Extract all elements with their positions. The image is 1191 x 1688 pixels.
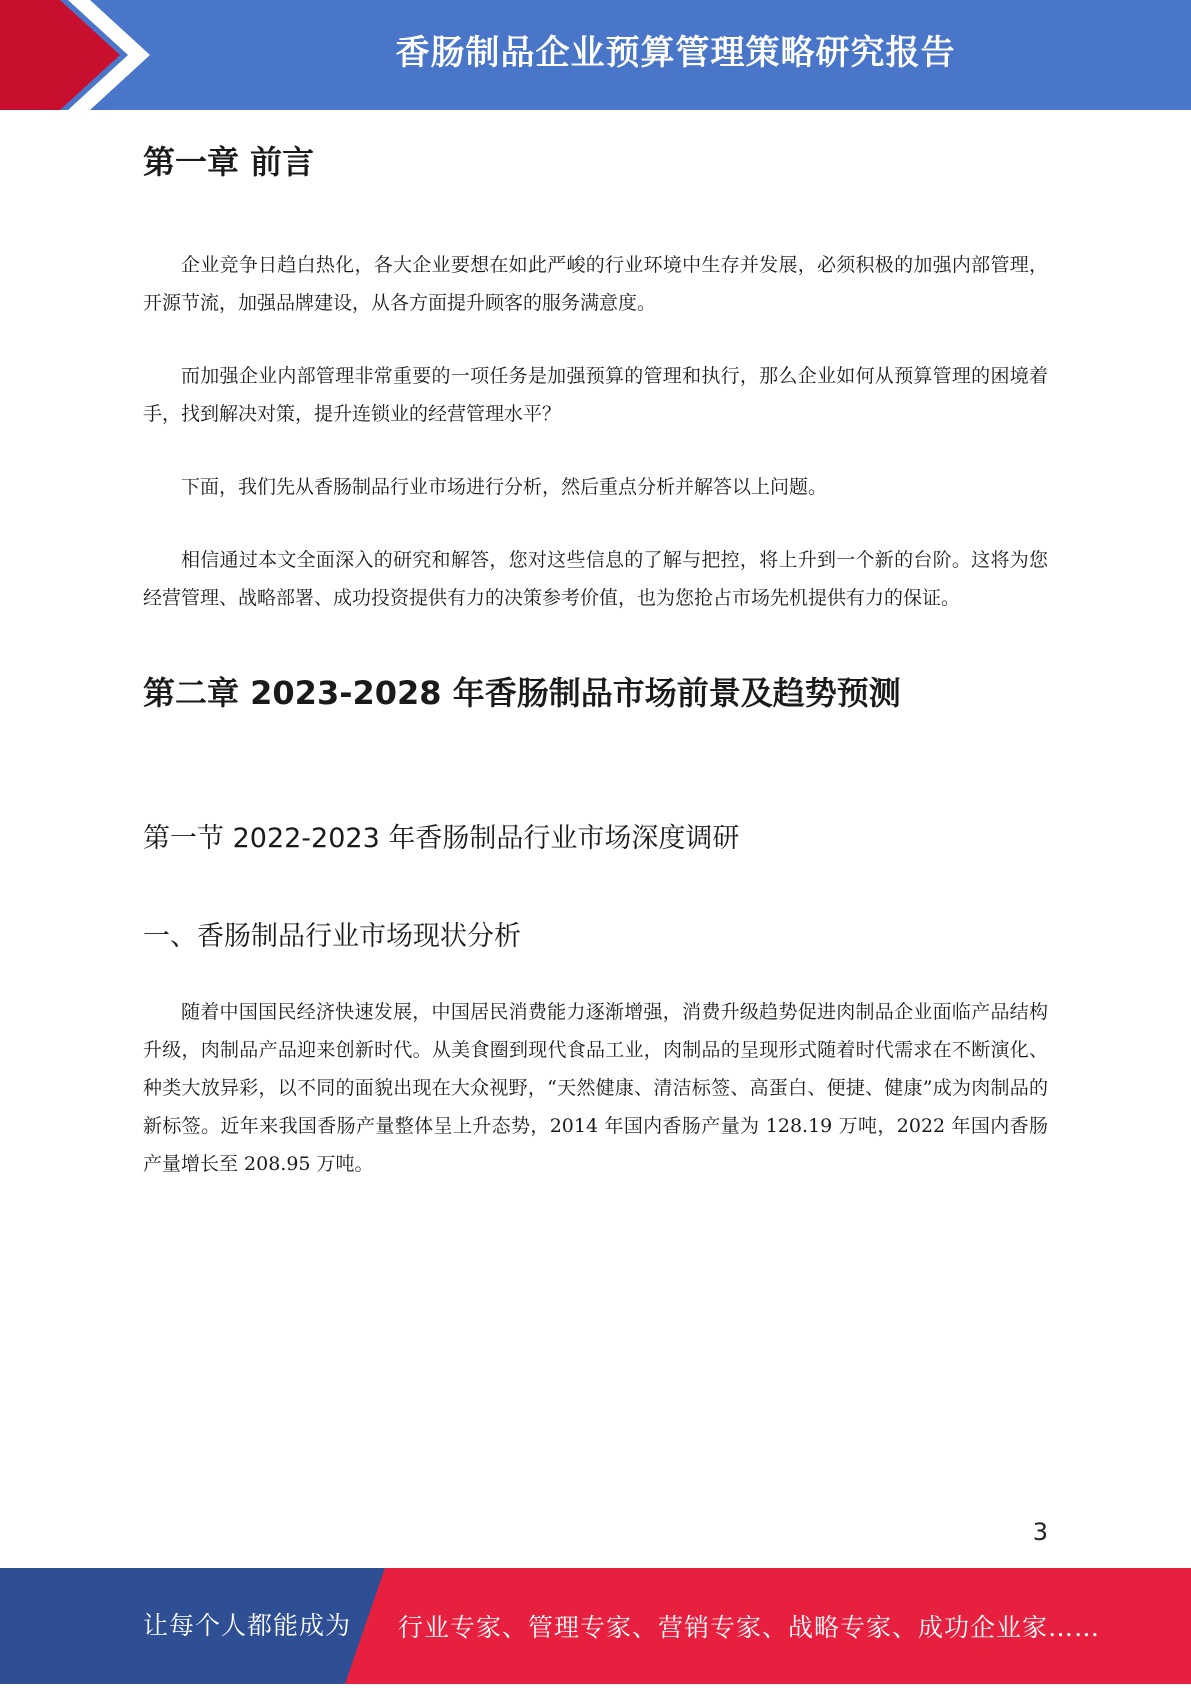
footer-slogan-left: 让每个人都能成为 <box>143 1611 352 1640</box>
section-1-heading: 第一节 2022-2023 年香肠制品行业市场深度调研 <box>143 823 740 854</box>
chapter-1-heading: 第一章 前言 <box>143 143 315 181</box>
footer-banner <box>0 1568 1191 1684</box>
footer-slogan-right: 行业专家、管理专家、营销专家、战略专家、成功企业家…… <box>398 1613 1101 1642</box>
paragraph: 企业竞争日趋白热化，各大企业要想在如此严峻的行业环境中生存并发展，必须积极的加强内部管理，开源节流，加强品牌建设，从各方面提升顾客的服务满意度。 <box>143 254 1048 314</box>
chapter-2-heading: 第二章 2023-2028 年香肠制品市场前景及趋势预测 <box>143 674 901 712</box>
page-number: 3 <box>1032 1518 1048 1546</box>
document-body <box>143 128 1048 1183</box>
header-banner <box>0 0 1191 110</box>
report-title: 香肠制品企业预算管理策略研究报告 <box>395 33 956 73</box>
paragraph: 而加强企业内部管理非常重要的一项任务是加强预算的管理和执行，那么企业如何从预算管理的困境着手，找到解决对策，提升连锁业的经营管理水平？ <box>143 365 1048 425</box>
paragraph: 随着中国国民经济快速发展，中国居民消费能力逐渐增强，消费升级趋势促进肉制品企业面临产品结构升级，肉制品产品迎来创新时代。从美食圈到现代食品工业，肉制品的呈现形式随着时代需求在不断演化、种类大放异彩，以不同的面貌出现在大众视野，“天然健康、清洁标签、高蛋白、便捷、健康”成为肉制品的新标签。近年来我国香肠产量整体呈上升态势，2014 年国内香肠产量为 128.19 万吨，2022 年国内香肠产量增长至 208.95 万吨。 <box>143 1001 1048 1175</box>
subsection-1-heading: 一、香肠制品行业市场现状分析 <box>143 921 521 952</box>
paragraph: 相信通过本文全面深入的研究和解答，您对这些信息的了解与把控，将上升到一个新的台阶。这将为您经营管理、战略部署、成功投资提供有力的决策参考价值，也为您抢占市场先机提供有力的保证。 <box>143 549 1048 609</box>
header-arrow-decoration <box>0 0 170 110</box>
paragraph: 下面，我们先从香肠制品行业市场进行分析，然后重点分析并解答以上问题。 <box>181 476 828 498</box>
